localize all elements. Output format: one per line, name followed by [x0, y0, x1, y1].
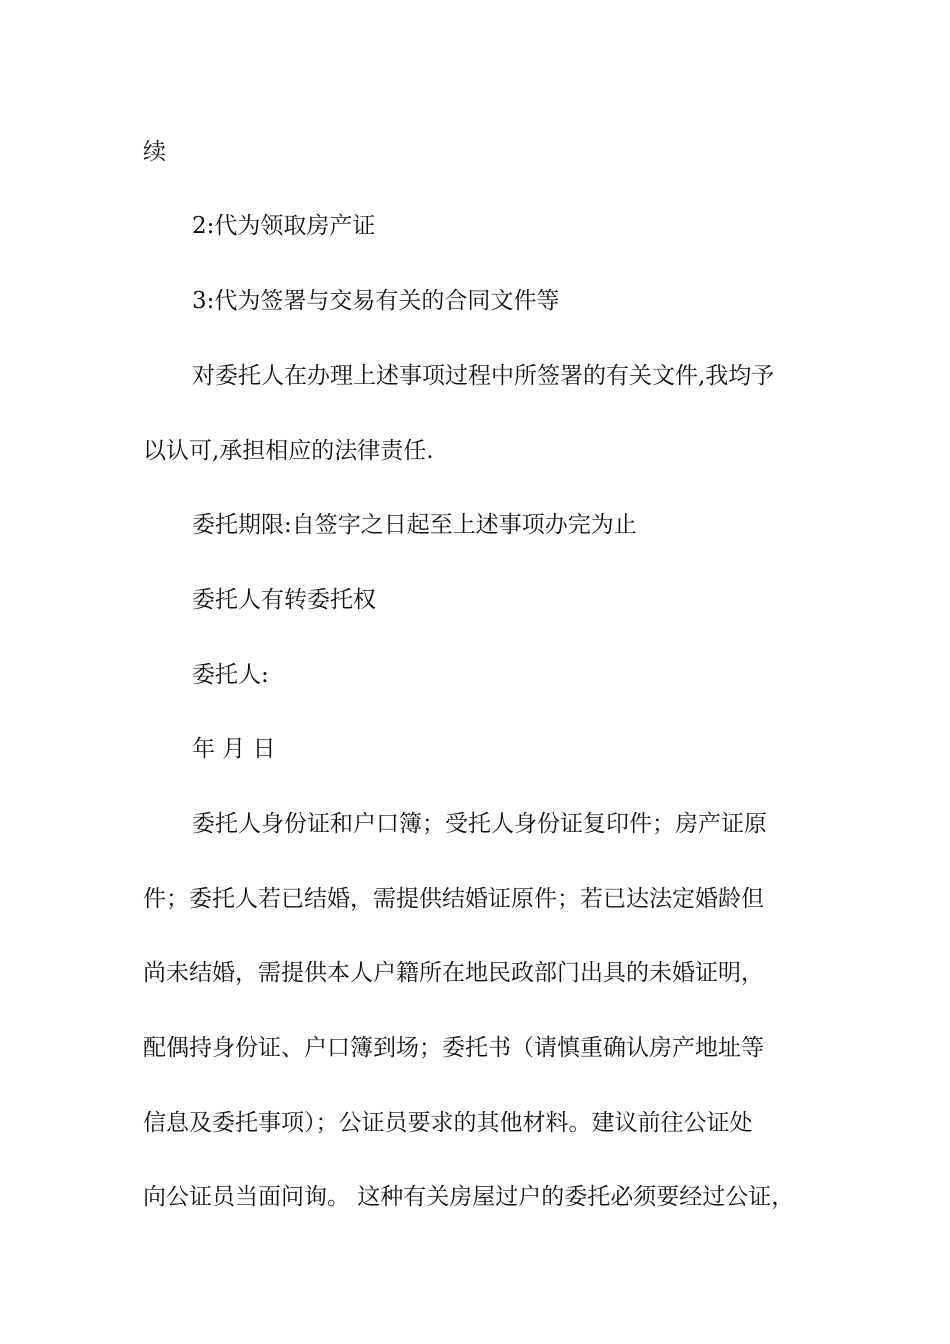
text-line-acknowledgement: 对委托人在办理上述事项过程中所签署的有关文件,我均予: [192, 363, 775, 389]
text-line-materials-4: 配偶持身份证、户口簿到场；委托书（请慎重确认房产地址等: [143, 1035, 764, 1061]
text-line-materials-1: 委托人身份证和户口簿；受托人身份证复印件；房产证原: [192, 811, 767, 837]
text-line-term: 委托期限:自签字之日起至上述事项办完为止: [192, 512, 637, 538]
text-line-item-2: 2:代为领取房产证: [192, 213, 376, 239]
text-line-materials-6: 向公证员当面问询。 这种有关房屋过户的委托必须要经过公证，: [143, 1184, 795, 1210]
text-line-acknowledgement-cont: 以认可,承担相应的法律责任.: [143, 438, 434, 464]
text-line-materials-2: 件；委托人若已结婚，需提供结婚证原件；若已达法定婚龄但: [143, 886, 764, 912]
text-line-materials-3: 尚未结婚，需提供本人户籍所在地民政部门出具的未婚证明，: [143, 960, 764, 986]
text-line-principal-signature: 委托人:: [192, 662, 269, 688]
text-line-date: 年 月 日: [192, 736, 276, 762]
text-line-subdelegation: 委托人有转委托权: [192, 587, 376, 613]
text-line-materials-5: 信息及委托事项）；公证员要求的其他材料。建议前往公证处: [143, 1110, 753, 1136]
text-line-continuation: 续: [143, 139, 166, 165]
text-line-item-3: 3:代为签署与交易有关的合同文件等: [192, 288, 560, 314]
